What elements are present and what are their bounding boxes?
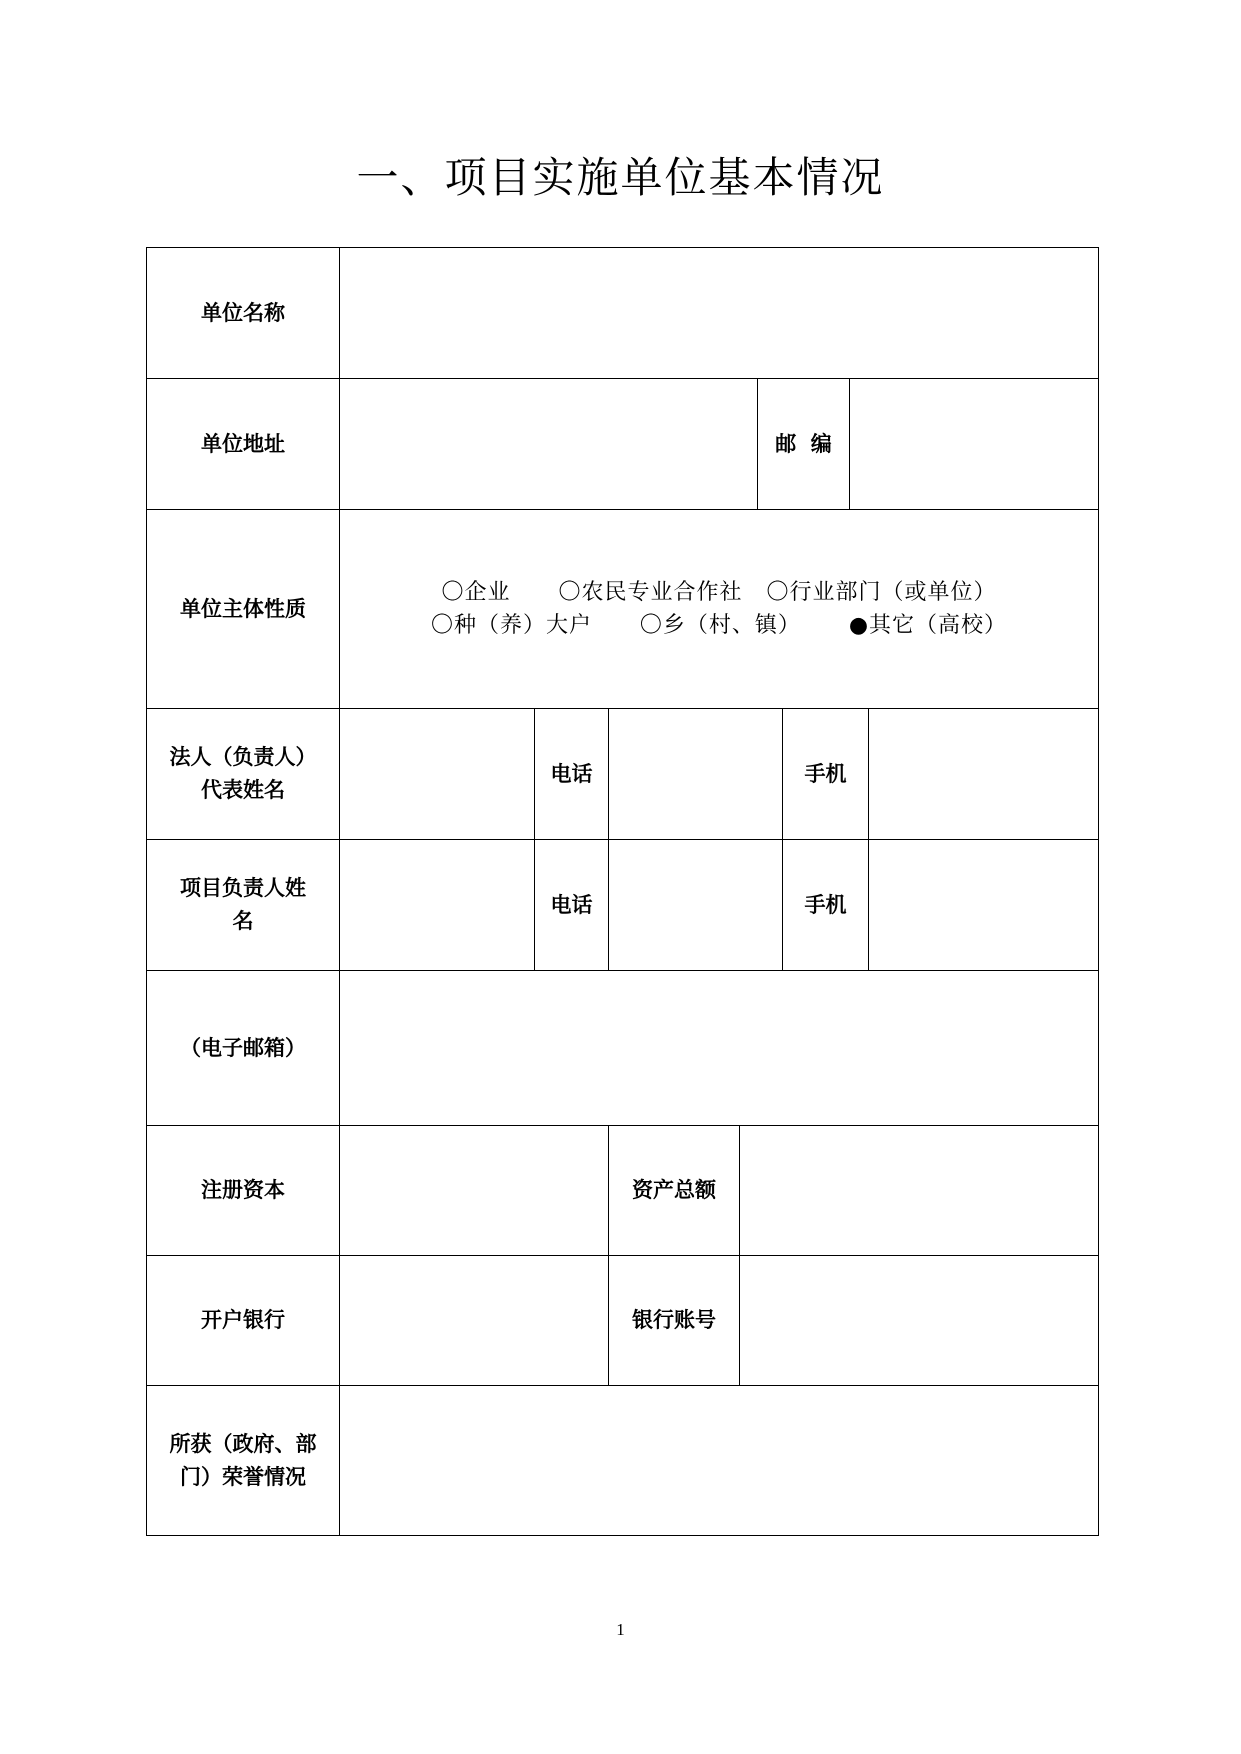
postcode-field[interactable] bbox=[850, 379, 1098, 509]
row-project-lead bbox=[147, 840, 1098, 971]
account-field[interactable] bbox=[740, 1256, 1098, 1385]
unit-nature-options-line-1[interactable]: 〇企业 〇农民专业合作社 〇行业部门（或单位） bbox=[441, 580, 997, 605]
honors-field[interactable] bbox=[340, 1386, 1098, 1535]
unit-address-label: 单位地址 bbox=[147, 379, 340, 509]
unit-nature-options[interactable] bbox=[340, 510, 1098, 708]
legal-rep-mobile-field[interactable] bbox=[869, 709, 1098, 839]
total-assets-field[interactable] bbox=[740, 1126, 1098, 1255]
registered-capital-field[interactable] bbox=[340, 1126, 609, 1255]
project-lead-label: 项目负责人姓 名 bbox=[147, 840, 340, 970]
row-capital bbox=[147, 1126, 1098, 1256]
row-email bbox=[147, 971, 1098, 1126]
row-unit-address bbox=[147, 379, 1098, 510]
row-unit-nature bbox=[147, 510, 1098, 709]
email-label: （电子邮箱） bbox=[147, 971, 340, 1125]
postcode-label: 邮 编 bbox=[758, 379, 850, 509]
legal-rep-label: 法人（负责人） 代表姓名 bbox=[147, 709, 340, 839]
unit-nature-options-line-2[interactable]: 〇种（养）大户 〇乡（村、镇） ●其它（高校） bbox=[430, 613, 1008, 638]
bank-label: 开户银行 bbox=[147, 1256, 340, 1385]
registered-capital-label: 注册资本 bbox=[147, 1126, 340, 1255]
unit-name-label: 单位名称 bbox=[147, 248, 340, 378]
basic-info-table bbox=[146, 247, 1099, 1536]
page-number: 1 bbox=[616, 1620, 625, 1639]
page-title: 一、项目实施单位基本情况 bbox=[356, 153, 885, 202]
project-lead-mobile-label: 手机 bbox=[783, 840, 869, 970]
row-bank bbox=[147, 1256, 1098, 1386]
unit-nature-label: 单位主体性质 bbox=[147, 510, 340, 708]
account-label: 银行账号 bbox=[609, 1256, 740, 1385]
unit-name-field[interactable] bbox=[340, 248, 1098, 378]
bank-field[interactable] bbox=[340, 1256, 609, 1385]
honors-label: 所获（政府、部 门）荣誉情况 bbox=[147, 1386, 340, 1535]
project-lead-phone-field[interactable] bbox=[609, 840, 783, 970]
project-lead-phone-label: 电话 bbox=[535, 840, 609, 970]
unit-address-field[interactable] bbox=[340, 379, 758, 509]
legal-rep-phone-field[interactable] bbox=[609, 709, 783, 839]
project-lead-mobile-field[interactable] bbox=[869, 840, 1098, 970]
row-legal-representative bbox=[147, 709, 1098, 840]
total-assets-label: 资产总额 bbox=[609, 1126, 740, 1255]
project-lead-name-field[interactable] bbox=[340, 840, 535, 970]
row-honors bbox=[147, 1386, 1098, 1535]
legal-rep-phone-label: 电话 bbox=[535, 709, 609, 839]
legal-rep-name-field[interactable] bbox=[340, 709, 535, 839]
email-field[interactable] bbox=[340, 971, 1098, 1125]
row-unit-name bbox=[147, 248, 1098, 379]
legal-rep-mobile-label: 手机 bbox=[783, 709, 869, 839]
